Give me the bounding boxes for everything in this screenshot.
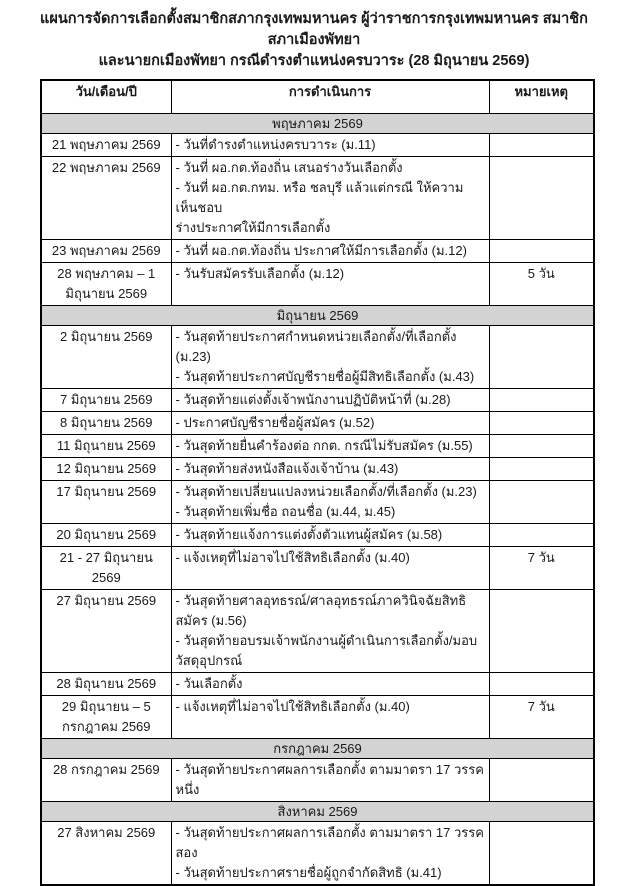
table-row <box>41 434 594 457</box>
table-row <box>41 589 594 672</box>
date-cell <box>41 523 171 546</box>
action-line: - วันสุดท้ายยื่นคำร้องต่อ กกต. กรณีไม่รับสมัคร (ม.55) <box>175 437 473 453</box>
header-action-column: การดำเนินการ <box>171 80 489 113</box>
date-cell <box>41 546 171 589</box>
date-line: 20 มิถุนายน 2569 <box>56 526 157 542</box>
date-line: 11 มิถุนายน 2569 <box>56 437 156 453</box>
remark-cell <box>489 239 594 262</box>
date-cell <box>41 695 171 738</box>
action-cell <box>171 546 489 589</box>
date-line: 21 พฤษภาคม 2569 <box>51 136 161 152</box>
date-line: มิถุนายน 2569 <box>65 285 148 301</box>
date-cell <box>41 262 171 305</box>
title-line-2: และนายกเมืองพัทยา กรณีดำรงตำแหน่งครบวาระ (28 มิถุนายน 2569) <box>98 53 530 69</box>
remark-cell <box>489 133 594 156</box>
action-cell <box>171 695 489 738</box>
remark-cell <box>489 156 594 239</box>
month-section-label: มิถุนายน 2569 <box>41 305 594 325</box>
remark-cell <box>489 457 594 480</box>
remark-cell <box>489 411 594 434</box>
date-cell <box>41 457 171 480</box>
table-row <box>41 695 594 738</box>
remark-cell: 7 วัน <box>489 695 594 738</box>
table-row <box>41 758 594 801</box>
date-line: 22 พฤษภาคม 2569 <box>51 159 161 175</box>
action-line: - วันสุดท้ายส่งหนังสือแจ้งเจ้าบ้าน (ม.43) <box>175 460 399 476</box>
date-line: 27 สิงหาคม 2569 <box>57 824 156 840</box>
action-cell <box>171 133 489 156</box>
action-cell <box>171 156 489 239</box>
date-cell <box>41 411 171 434</box>
date-cell <box>41 589 171 672</box>
action-cell <box>171 325 489 388</box>
date-line: 21 - 27 มิถุนายน 2569 <box>59 549 153 585</box>
action-line: - วันสุดท้ายประกาศกำหนดหน่วยเลือกตั้ง/ที่เลือกตั้ง (ม.23) <box>175 328 457 364</box>
action-cell <box>171 239 489 262</box>
table-row <box>41 156 594 239</box>
date-cell <box>41 133 171 156</box>
date-line: 29 มิถุนายน – 5 <box>61 698 151 714</box>
action-cell <box>171 411 489 434</box>
document-title <box>0 9 628 72</box>
action-line: ร่างประกาศให้มีการเลือกตั้ง <box>175 219 331 235</box>
remark-cell: 5 วัน <box>489 262 594 305</box>
table-row <box>41 672 594 695</box>
date-cell <box>41 821 171 885</box>
action-line: - วันที่ดำรงตำแหน่งครบวาระ (ม.11) <box>175 136 376 152</box>
action-cell <box>171 480 489 523</box>
action-cell <box>171 821 489 885</box>
month-section-label: กรกฎาคม 2569 <box>41 738 594 758</box>
table-row <box>41 523 594 546</box>
date-line: 12 มิถุนายน 2569 <box>56 460 157 476</box>
action-cell <box>171 457 489 480</box>
action-cell <box>171 434 489 457</box>
date-cell <box>41 672 171 695</box>
action-line: - วันสุดท้ายเปลี่ยนแปลงหน่วยเลือกตั้ง/ที่เลือกตั้ง (ม.23) <box>175 483 477 499</box>
remark-cell <box>489 523 594 546</box>
action-cell <box>171 758 489 801</box>
title-line-1: แผนการจัดการเลือกตั้งสมาชิกสภากรุงเทพมหานคร ผู้ว่าราชการกรุงเทพมหานคร สมาชิกสภาเมืองพัทยา <box>40 11 588 48</box>
date-line: 28 กรกฎาคม 2569 <box>52 761 160 777</box>
table-row <box>41 325 594 388</box>
action-line: - แจ้งเหตุที่ไม่อาจไปใช้สิทธิเลือกตั้ง (ม.40) <box>175 698 410 714</box>
action-cell <box>171 523 489 546</box>
date-cell <box>41 239 171 262</box>
month-section-row <box>41 738 594 758</box>
table-row <box>41 546 594 589</box>
table-row <box>41 411 594 434</box>
action-line: - วันสุดท้ายประกาศบัญชีรายชื่อผู้มีสิทธิเลือกตั้ง (ม.43) <box>175 368 475 384</box>
date-line: 28 พฤษภาคม – 1 <box>57 265 156 281</box>
action-cell <box>171 388 489 411</box>
table-row <box>41 262 594 305</box>
table-row <box>41 480 594 523</box>
remark-cell <box>489 758 594 801</box>
table-row <box>41 133 594 156</box>
remark-cell <box>489 589 594 672</box>
action-line: - วันสุดท้ายประกาศรายชื่อผู้ถูกจำกัดสิทธิ (ม.41) <box>175 864 442 880</box>
action-line: - วันสุดท้ายแจ้งการแต่งตั้งตัวแทนผู้สมัคร (ม.58) <box>175 526 443 542</box>
action-line: - วันสุดท้ายเพิ่มชื่อ ถอนชื่อ (ม.44, ม.45) <box>175 503 396 519</box>
month-section-row <box>41 801 594 821</box>
date-cell <box>41 325 171 388</box>
date-line: 23 พฤษภาคม 2569 <box>51 242 161 258</box>
action-line: - วันที่ ผอ.กต.กทม. หรือ ชลบุรี แล้วแต่กรณี ให้ความเห็นชอบ <box>175 179 464 215</box>
month-section-label: พฤษภาคม 2569 <box>41 113 594 133</box>
action-line: - แจ้งเหตุที่ไม่อาจไปใช้สิทธิเลือกตั้ง (ม.40) <box>175 549 410 565</box>
table-header-row <box>41 80 594 113</box>
action-cell <box>171 589 489 672</box>
table-row <box>41 457 594 480</box>
date-cell <box>41 388 171 411</box>
remark-cell: 7 วัน <box>489 546 594 589</box>
action-line: - วันสุดท้ายประกาศผลการเลือกตั้ง ตามมาตรา 17 วรรคหนึ่ง <box>175 761 484 797</box>
action-line: - วันเลือกตั้ง <box>175 675 243 691</box>
date-cell <box>41 156 171 239</box>
table-row <box>41 821 594 885</box>
remark-cell <box>489 672 594 695</box>
remark-cell <box>489 821 594 885</box>
date-line: กรกฎาคม 2569 <box>61 718 151 734</box>
date-line: 17 มิถุนายน 2569 <box>56 483 157 499</box>
remark-cell <box>489 388 594 411</box>
date-line: 28 มิถุนายน 2569 <box>56 675 157 691</box>
header-date-column: วัน/เดือน/ปี <box>41 80 171 113</box>
action-line: - วันที่ ผอ.กต.ท้องถิ่น ประกาศให้มีการเลือกตั้ง (ม.12) <box>175 242 467 258</box>
action-line: - วันสุดท้ายประกาศผลการเลือกตั้ง ตามมาตรา 17 วรรคสอง <box>175 824 484 860</box>
action-line: - วันสุดท้ายแต่งตั้งเจ้าพนักงานปฏิบัติหน้าที่ (ม.28) <box>175 391 451 407</box>
date-line: 7 มิถุนายน 2569 <box>59 391 153 407</box>
action-line: - วันที่ ผอ.กต.ท้องถิ่น เสนอร่างวันเลือกตั้ง <box>175 159 403 175</box>
remark-cell <box>489 325 594 388</box>
date-line: 27 มิถุนายน 2569 <box>56 592 157 608</box>
month-section-row <box>41 305 594 325</box>
action-line: - วันสุดท้ายศาลอุทธรณ์/ศาลอุทธรณ์ภาควินิจฉัยสิทธิสมัคร (ม.56) <box>175 592 467 628</box>
table-row <box>41 239 594 262</box>
table-row <box>41 388 594 411</box>
date-cell <box>41 758 171 801</box>
remark-cell <box>489 434 594 457</box>
action-line: - วันสุดท้ายอบรมเจ้าพนักงานผู้ดำเนินการเลือกตั้ง/มอบวัสดุอุปกรณ์ <box>175 632 478 668</box>
action-cell <box>171 262 489 305</box>
date-cell <box>41 480 171 523</box>
date-cell <box>41 434 171 457</box>
action-cell <box>171 672 489 695</box>
action-line: - ประกาศบัญชีรายชื่อผู้สมัคร (ม.52) <box>175 414 375 430</box>
month-section-row <box>41 113 594 133</box>
month-section-label: สิงหาคม 2569 <box>41 801 594 821</box>
header-remark-column: หมายเหตุ <box>489 80 594 113</box>
election-schedule-table <box>40 79 595 886</box>
action-line: - วันรับสมัครรับเลือกตั้ง (ม.12) <box>175 265 345 281</box>
date-line: 2 มิถุนายน 2569 <box>59 328 153 344</box>
date-line: 8 มิถุนายน 2569 <box>59 414 153 430</box>
remark-cell <box>489 480 594 523</box>
